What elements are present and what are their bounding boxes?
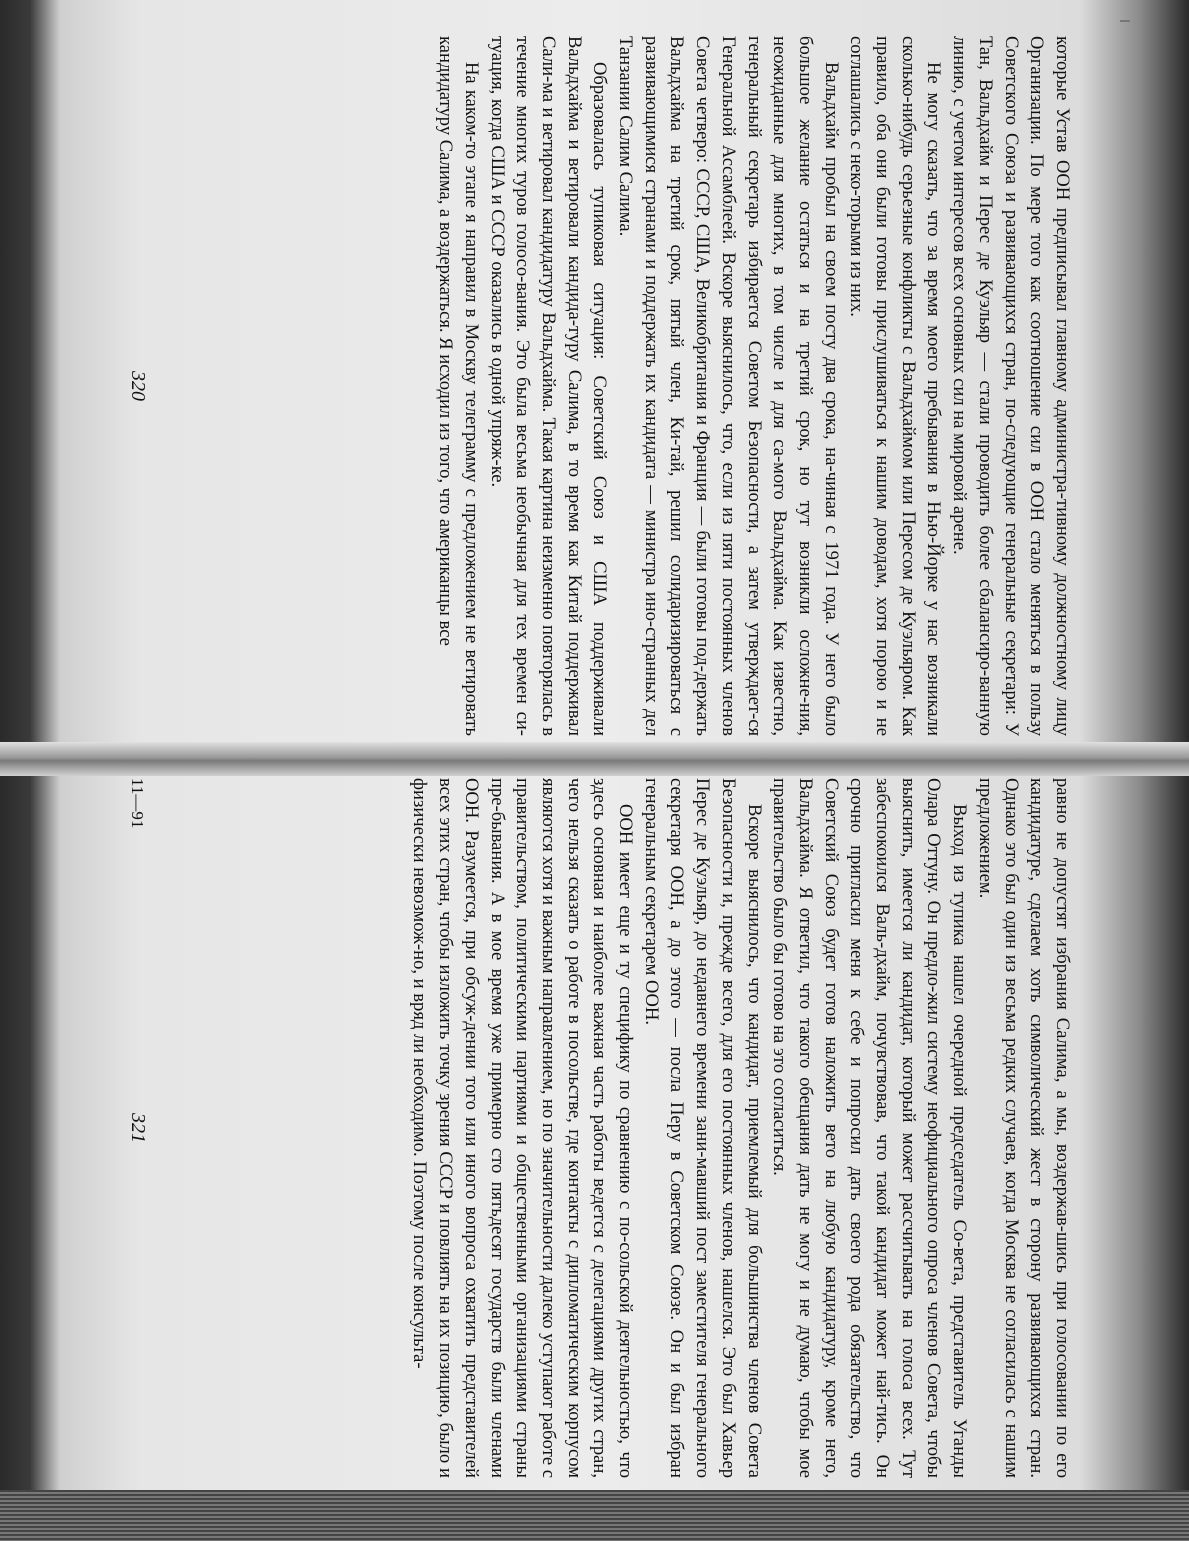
- left-page: [65, 36, 1075, 736]
- page-number: 321: [127, 1113, 149, 1143]
- printer-signature: 11—91: [128, 778, 147, 829]
- paragraph: На каком-то этапе я направил в Москву телеграмму с предложением не ветировать кандидатуру Салима, а воздержаться. Я исходил из того, что американцы все: [435, 36, 482, 736]
- pencil-mark: [1120, 20, 1130, 22]
- right-page: [65, 778, 1075, 1478]
- paragraph: Образовалась тупиковая ситуация: Советский Союз и США поддерживали Вальдхайма и ветировали кандида-туру Салима, в то время как Китай поддерживал Сали-ма и ветировал кандидатуру Вальдхайма. Такая картина неизменно повторялась в течение многих туров голосо-вания. Это была весьма необычная для тех времен си-туация, когда США и СССР оказались в одной упряж-ке.: [486, 36, 611, 736]
- book-gutter: [0, 742, 1189, 776]
- paragraph: равно не допустят избрания Салима, а мы, воздержав-шись при голосовании по его кандидатуре, сделаем хоть символический жест в сторону развивающихся стран. Однако это был один из весьма редких случаев, когда Москва не согласилась с нашим предложением.: [974, 778, 1073, 1478]
- paragraph: которые Устав ООН предписывал главному администра-тивному должностному лицу Организации. По мере того как соотношение сил в ООН стало меняться в пользу Советского Союза и развивающихся стран, по-следующие генеральные секретари: У Тан, Вальдхайм и Перес де Куэльяр — стали проводить более сбалансиро-ванную линию, с учетом интересов всех основных сил на мировой арене.: [949, 36, 1073, 736]
- paragraph: Не могу сказать, что за время моего пребывания в Нью-Йорке у нас возникали сколько-нибудь серьезные конфликты с Вальдхаймом или Пересом де Куэльяром. Как правило, оба они были готовы прислушиваться к нашим доводам, хотя порою и не соглашались с неко-торыми из них.: [846, 36, 945, 736]
- paragraph: Вальдхайм пробыл на своем посту два срока, на-чиная с 1971 года. У него было большое желание остаться и на третий срок, но тут возникли осложне-ния, неожиданные для многих, в том числе и для са-мого Вальдхайма. Как известно, генеральный секретарь избирается Советом Безопасности, а затем утверждает-ся Генеральной Ассамблеей. Вскоре выяснилось, что, если из пяти постоянных членов Совета четверо: СССР, США, Великобритания и Франция — были готовы под-держать Вальдхайма на третий срок, пятый член, Ки-тай, решил солидаризироваться с развивающимися странами и поддержать их кандидата — министра ино-странных дел Танзании Салим Салима.: [615, 36, 842, 736]
- paragraph: Выход из тупика нашел очередной председатель Со-вета, представитель Уганды Олара Оттуну. Он предло-жил систему неофициального опроса членов Совета, чтобы выяснить, имеется ли кандидат, который может рассчитывать на голоса всех. Тут забеспокоился Валь-дхайм, почувствовав, что такой кандидат может най-тись. Он срочно пригласил меня к себе и попросил дать своего рода обязательство, что Советский Союз будет готов наложить вето на любую кандидатуру, кроме него, Вальдхайма. Я ответил, что такого обещания дать не могу и не думаю, чтобы мое правительство было бы готово на это согласиться.: [769, 778, 971, 1478]
- paragraph: Вскоре выяснилось, что кандидат, приемлемый для большинства членов Совета Безопасности и, прежде всего, для его постоянных членов, нашелся. Это был Хавьер Перес де Куэльяр, до недавнего времени зани-мавший пост заместителя генерального секретаря ООН, а до этого — посла Перу в Советском Союзе. Он и был избран генеральным секретарем ООН.: [640, 778, 765, 1478]
- paragraph: ООН имеет еще и ту специфику по сравнению с по-сольской деятельностью, что здесь основная и наиболее важная часть работы ведется с делегациями других стран, чего нельзя сказать о работе в посольстве, где контакты с дипломатическим корпусом являются хотя и важным направлением, но по значительности далеко уступают работе с правительством, политическими партиями и общественными организациями страны пре-бывания. А в мое время уже примерно сто пятьдесят государств были членами ООН. Разумеется, при обсуж-дении того или иного вопроса охватить представителей всех этих стран, чтобы изложить точку зрения СССР и повлиять на их позицию, было и физически невозмож-но, и вряд ли необходимо. Поэтому после консульта-: [409, 778, 637, 1478]
- page-number: 320: [127, 371, 149, 401]
- page-edges: [0, 1490, 1189, 1541]
